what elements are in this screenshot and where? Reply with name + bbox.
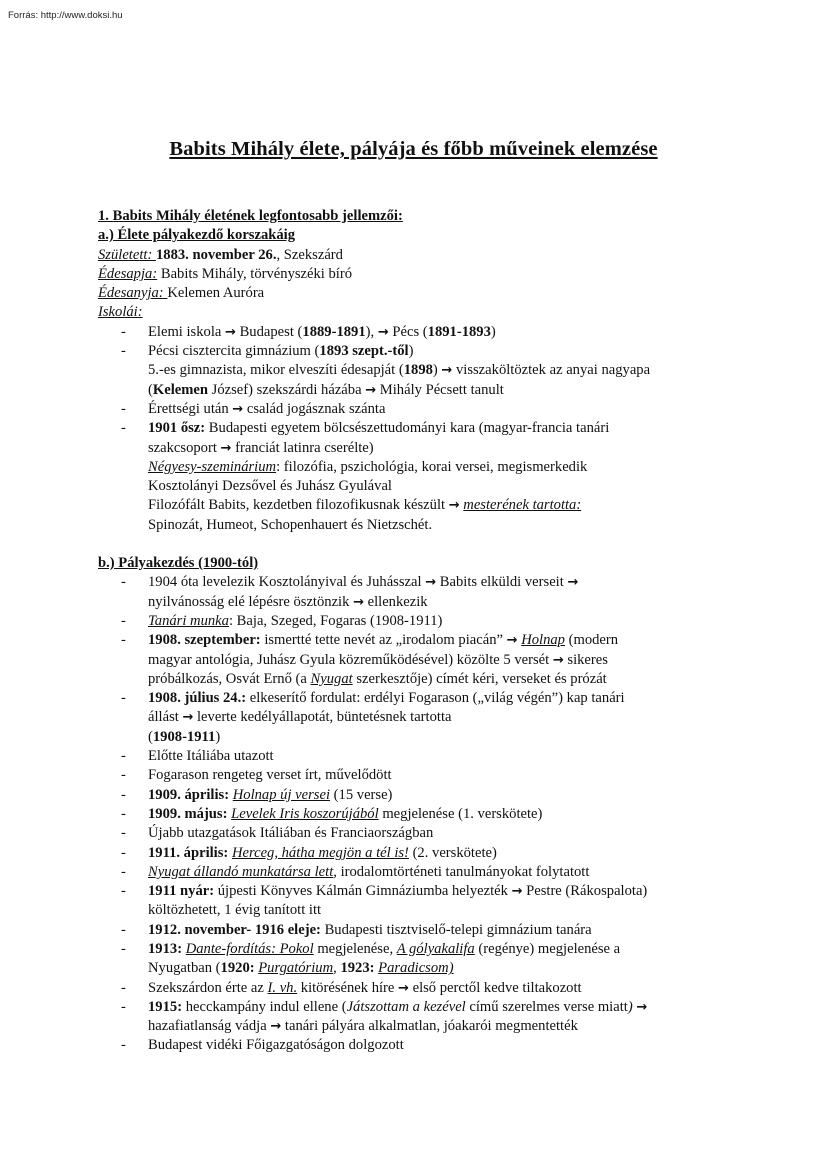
arrow-icon: →	[182, 710, 194, 726]
list-item: - Pécsi cisztercita gimnázium (1893 szept.-től) 5.-es gimnazista, mikor elveszíti édesapját (1898) → visszaköltöztek az anyai nagyapa (Kelemen József) szekszárdi házába → Mihály Pécsett tanult	[98, 342, 738, 400]
list-item: - Szekszárdon érte az I. vh. kitörésének híre → első perctől kedve tiltakozott	[98, 979, 738, 998]
list-item: - Tanári munka: Baja, Szeged, Fogaras (1908-1911)	[98, 612, 738, 631]
arrow-icon: →	[353, 594, 364, 610]
career-list	[98, 573, 738, 1055]
mother-line	[98, 284, 738, 303]
arrow-icon: →	[425, 575, 437, 591]
father-line	[98, 265, 738, 284]
list-item: - Elemi iskola → Budapest (1889-1891), → Pécs (1891-1893)	[98, 323, 738, 342]
list-item: - 1909. április: Holnap új versei (15 verse)	[98, 786, 738, 805]
arrow-icon: →	[552, 652, 564, 668]
list-item: - 1911 nyár: újpesti Könyves Kálmán Gimnáziumba helyezték → Pestre (Rákospalota) költözhetett, 1 évig tanított itt	[98, 882, 738, 921]
subsection-heading-a: a.) Élete pályakezdő korszakáig	[98, 227, 296, 244]
source-note: Forrás: http://www.doksi.hu	[8, 10, 123, 21]
list-item: - 1904 óta levelezik Kosztolányival és Juhásszal → Babits elküldi verseit → nyilvánosság elé lépésre ösztönzik → ellenkezik	[98, 573, 738, 612]
mother-value: Kelemen Auróra	[167, 285, 265, 302]
born-place: , Szekszárd	[276, 246, 343, 263]
born-line	[98, 246, 738, 265]
arrow-icon: →	[398, 980, 409, 996]
born-label: Született:	[98, 246, 156, 263]
mother-label: Édesanyja:	[98, 285, 168, 302]
list-item: - 1901 ősz: Budapesti egyetem bölcsészettudományi kara (magyar-francia tanári szakcsoport → franciát latinra cserélte) Négyesy-szeminárium: filozófia, pszichológia, korai versei, megismerkedik Kosztolányi Dezsővel és Juhász Gyulával Filozófált Babits, kezdetben filozofikusnak készült → mesterének tartotta: Spinozát, Humeot, Schopenhauert és Nietzschét.	[98, 419, 738, 535]
father-label: Édesapja:	[98, 265, 158, 282]
section-heading: 1. Babits Mihály életének legfontosabb jellemzői:	[98, 208, 403, 224]
born-date: 1883. november 26.	[155, 246, 277, 263]
arrow-icon: →	[567, 575, 579, 591]
list-item: - Nyugat állandó munkatársa lett, irodalomtörténeti tanulmányokat folytatott	[98, 863, 738, 882]
arrow-icon: →	[225, 324, 236, 340]
document-body	[98, 207, 738, 1056]
arrow-icon: →	[365, 382, 377, 398]
list-item: - Előtte Itáliába utazott	[98, 747, 738, 766]
arrow-icon: →	[636, 999, 648, 1015]
subsection-heading-b: b.) Pályakezdés (1900-tól)	[98, 555, 259, 572]
schools-list	[98, 323, 738, 535]
arrow-icon: →	[377, 324, 389, 340]
list-item: - Érettségi után → család jogásznak szánta	[98, 400, 738, 419]
list-item: - 1912. november- 1916 eleje: Budapesti tisztviselő-telepi gimnázium tanára	[98, 921, 738, 940]
list-item: - 1915: hecckampány indul ellene (Játszottam a kezével című szerelmes verse miatt) → hazafiatlanság vádja → tanári pályára alkalmatlan, jóakarói megmentették	[98, 998, 738, 1037]
arrow-icon: →	[220, 440, 232, 456]
father-value: Babits Mihály, törvényszéki bíró	[157, 265, 353, 282]
arrow-icon: →	[511, 884, 523, 900]
arrow-icon: →	[270, 1019, 282, 1035]
arrow-icon: →	[441, 363, 453, 379]
spacer	[98, 535, 738, 554]
page-title: Babits Mihály élete, pályája és főbb műveinek elemzése	[169, 138, 658, 160]
list-item: - 1908. július 24.: elkeserítő fordulat: erdélyi Fogarason („világ végén”) kap tanári állást → leverte kedélyállapotát, büntetésnek tartotta (1908-1911)	[98, 689, 738, 747]
schools-label: Iskolái:	[98, 304, 143, 321]
arrow-icon: →	[506, 633, 518, 649]
arrow-icon: →	[232, 401, 244, 417]
list-item: - Újabb utazgatások Itáliában és Franciaországban	[98, 824, 738, 843]
list-item: - 1911. április: Herceg, hátha megjön a tél is! (2. verskötete)	[98, 844, 738, 863]
list-item: - Fogarason rengeteg verset írt, művelődött	[98, 766, 738, 785]
list-item: - 1908. szeptember: ismertté tette nevét az „irodalom piacán” → Holnap (modern magyar antológia, Juhász Gyula közreműködésével) közölte 5 versét → sikeres próbálkozás, Osvát Ernő (a Nyugat szerkesztője) címét kéri, verseket és prózát	[98, 631, 738, 689]
list-item: - 1913: Dante-fordítás: Pokol megjelenése, A gólyakalifa (regénye) megjelenése a Nyugatban (1920: Purgatórium, 1923: Paradicsom)	[98, 940, 738, 979]
arrow-icon: →	[448, 498, 460, 514]
list-item: - 1909. május: Levelek Iris koszorújából megjelenése (1. verskötete)	[98, 805, 738, 824]
list-item: - Budapest vidéki Főigazgatóságon dolgozott	[98, 1036, 738, 1055]
